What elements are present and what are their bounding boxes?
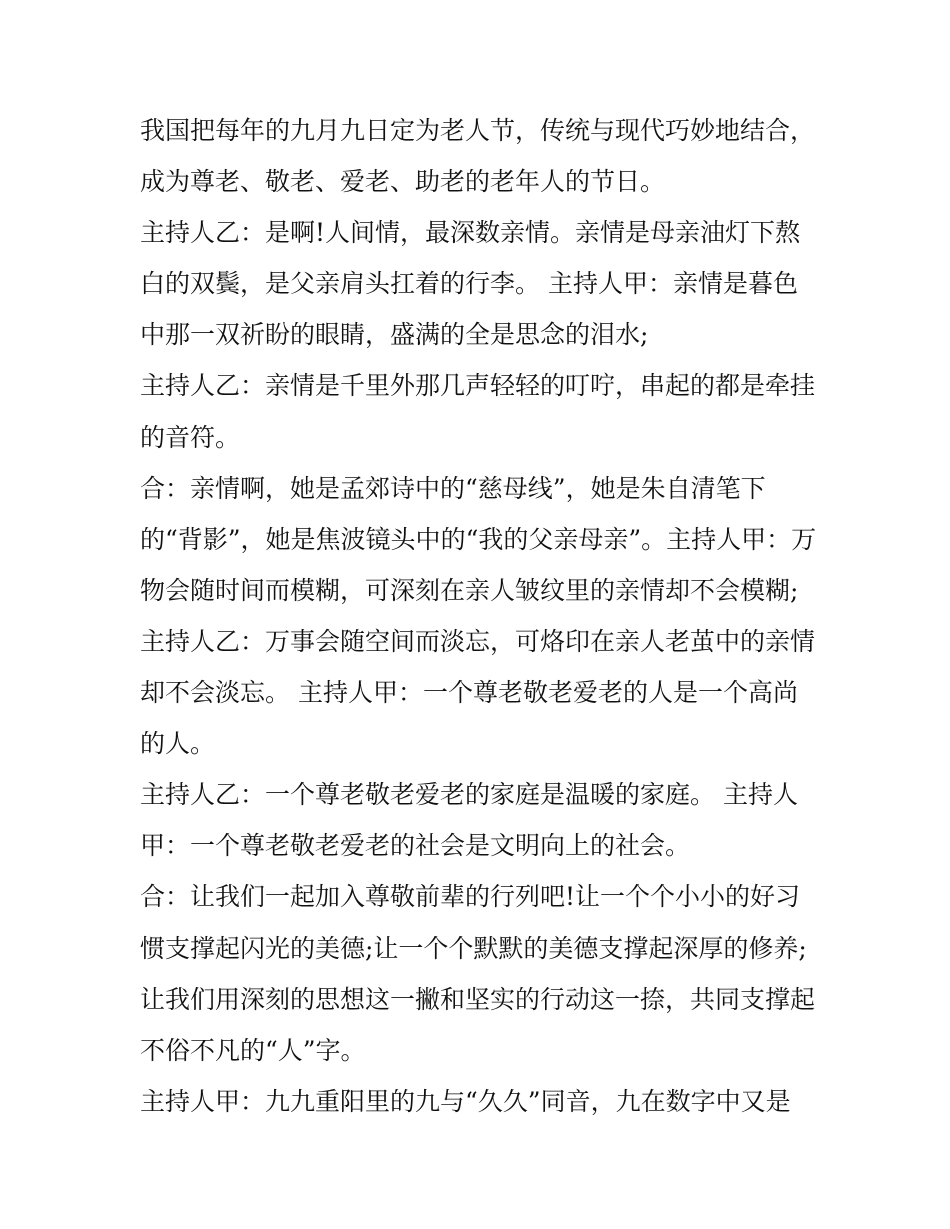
text-line: 合：亲情啊，她是孟郊诗中的“慈母线”，她是朱自清笔下 xyxy=(140,473,766,503)
text-line: 的人。 xyxy=(140,729,216,759)
text-line: 不俗不凡的“人”字。 xyxy=(140,1035,366,1065)
text-line: 的音符。 xyxy=(140,422,241,452)
text-line: 主持人甲：九九重阳里的九与“久久”同音，九在数字中又是 xyxy=(140,1086,791,1116)
text-line: 我国把每年的九月九日定为老人节，传统与现代巧妙地结合， xyxy=(140,116,816,145)
text-line: 惯支撑起闪光的美德;让一个个默默的美德支撑起深厚的修养; xyxy=(140,933,807,963)
text-line: 主持人乙：万事会随空间而淡忘，可烙印在亲人老茧中的亲情 xyxy=(140,626,816,656)
text-line: 甲：一个尊老敬老爱老的社会是文明向上的社会。 xyxy=(140,831,691,861)
text-line: 中那一双祈盼的眼睛，盛满的全是思念的泪水; xyxy=(140,320,649,350)
text-line: 让我们用深刻的思想这一撇和坚实的行动这一捺，共同支撑起 xyxy=(140,984,816,1014)
text-line: 的“背影”，她是焦波镜头中的“我的父亲母亲”。主持人甲：万 xyxy=(140,524,817,554)
text-line: 成为尊老、敬老、爱老、助老的老年人的节日。 xyxy=(140,167,666,197)
text-line: 却不会淡忘。 主持人甲：一个尊老敬老爱老的人是一个高尚 xyxy=(140,678,798,708)
body-text xyxy=(140,105,830,1127)
text-line: 主持人乙：亲情是千里外那几声轻轻的叮咛，串起的都是牵挂 xyxy=(140,371,816,401)
text-line: 主持人乙：是啊!人间情，最深数亲情。亲情是母亲油灯下熬 xyxy=(140,218,801,248)
text-line: 白的双鬓，是父亲肩头扛着的行李。 主持人甲：亲情是暮色 xyxy=(140,269,798,299)
text-line: 物会随时间而模糊，可深刻在亲人皱纹里的亲情却不会模糊; xyxy=(140,575,799,605)
text-line: 合：让我们一起加入尊敬前辈的行列吧!让一个个小小的好习 xyxy=(140,882,801,912)
text-line: 主持人乙：一个尊老敬老爱老的家庭是温暖的家庭。 主持人 xyxy=(140,780,798,810)
